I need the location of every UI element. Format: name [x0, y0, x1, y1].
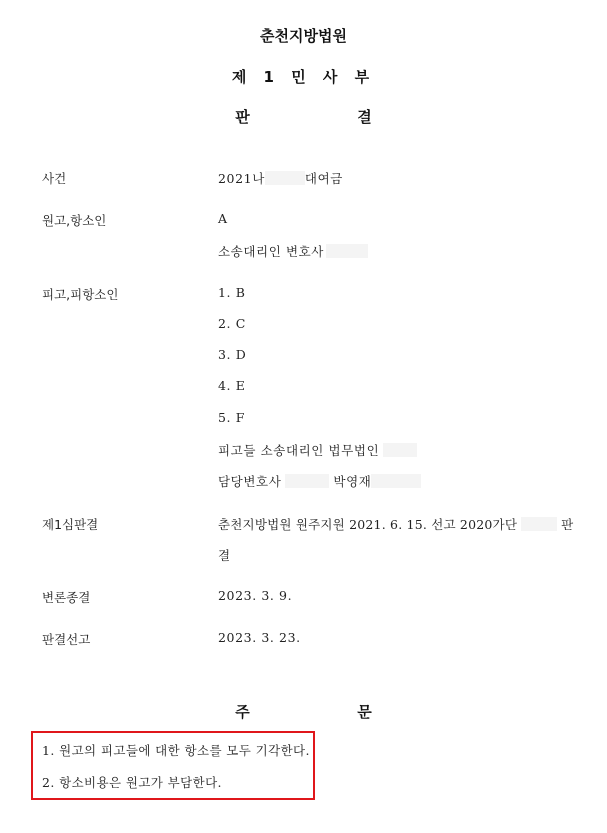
order-title-char: 문 [357, 703, 372, 721]
redaction [521, 517, 557, 531]
case-number: 2021나 [218, 171, 265, 186]
first-instance-text [218, 515, 573, 533]
redaction [371, 474, 421, 488]
lead-counsel-name: 박영재 [333, 474, 372, 489]
order-item: 1. 원고의 피고들에 대한 항소를 모두 기각한다. [42, 743, 310, 758]
defendant-item: 4. E [218, 378, 246, 393]
document-title-char: 결 [357, 108, 372, 126]
plaintiff-counsel-text: 소송대리인 변호사 [218, 244, 324, 259]
plaintiff-name: A [218, 211, 228, 226]
first-instance-label: 제1심판결 [42, 517, 99, 532]
case-type: 대여금 [304, 171, 343, 186]
redaction [326, 244, 368, 258]
defendants-counsel-firm: 피고들 소송대리인 법무법인 [218, 443, 380, 458]
defendant-item: 1. B [218, 285, 246, 300]
case-value [218, 169, 343, 187]
department-name: 제 1 민 사 부 [231, 68, 376, 86]
pronouncement-label: 판결선고 [42, 632, 91, 647]
defendants-counsel [218, 441, 417, 459]
redaction [383, 443, 417, 457]
plaintiff-label: 원고,항소인 [42, 213, 107, 228]
order-title-char: 주 [235, 703, 250, 721]
lead-counsel [218, 472, 421, 490]
defendant-item: 5. F [218, 410, 245, 425]
order-title [0, 701, 607, 722]
document-title-char: 판 [235, 108, 250, 126]
defendant-item: 2. C [218, 316, 246, 331]
document-title [0, 106, 607, 127]
closing-argument-date: 2023. 3. 9. [218, 588, 293, 603]
order-item: 2. 항소비용은 원고가 부담한다. [42, 775, 222, 790]
redaction [285, 474, 329, 488]
first-instance-text-cont: 결 [218, 548, 231, 563]
lead-counsel-prefix: 담당변호사 [218, 474, 282, 489]
closing-argument-label: 변론종결 [42, 590, 91, 605]
case-label: 사건 [42, 171, 67, 186]
court-name: 춘천지방법원 [260, 27, 347, 45]
defendants-label: 피고,피항소인 [42, 287, 119, 302]
first-instance-suffix: 판 [561, 517, 574, 532]
first-instance-ref: 춘천지방법원 원주지원 2021. 6. 15. 선고 2020가단 [218, 517, 518, 532]
redaction [265, 171, 305, 185]
plaintiff-counsel [218, 242, 368, 260]
defendant-item: 3. D [218, 347, 247, 362]
pronouncement-date: 2023. 3. 23. [218, 630, 301, 645]
